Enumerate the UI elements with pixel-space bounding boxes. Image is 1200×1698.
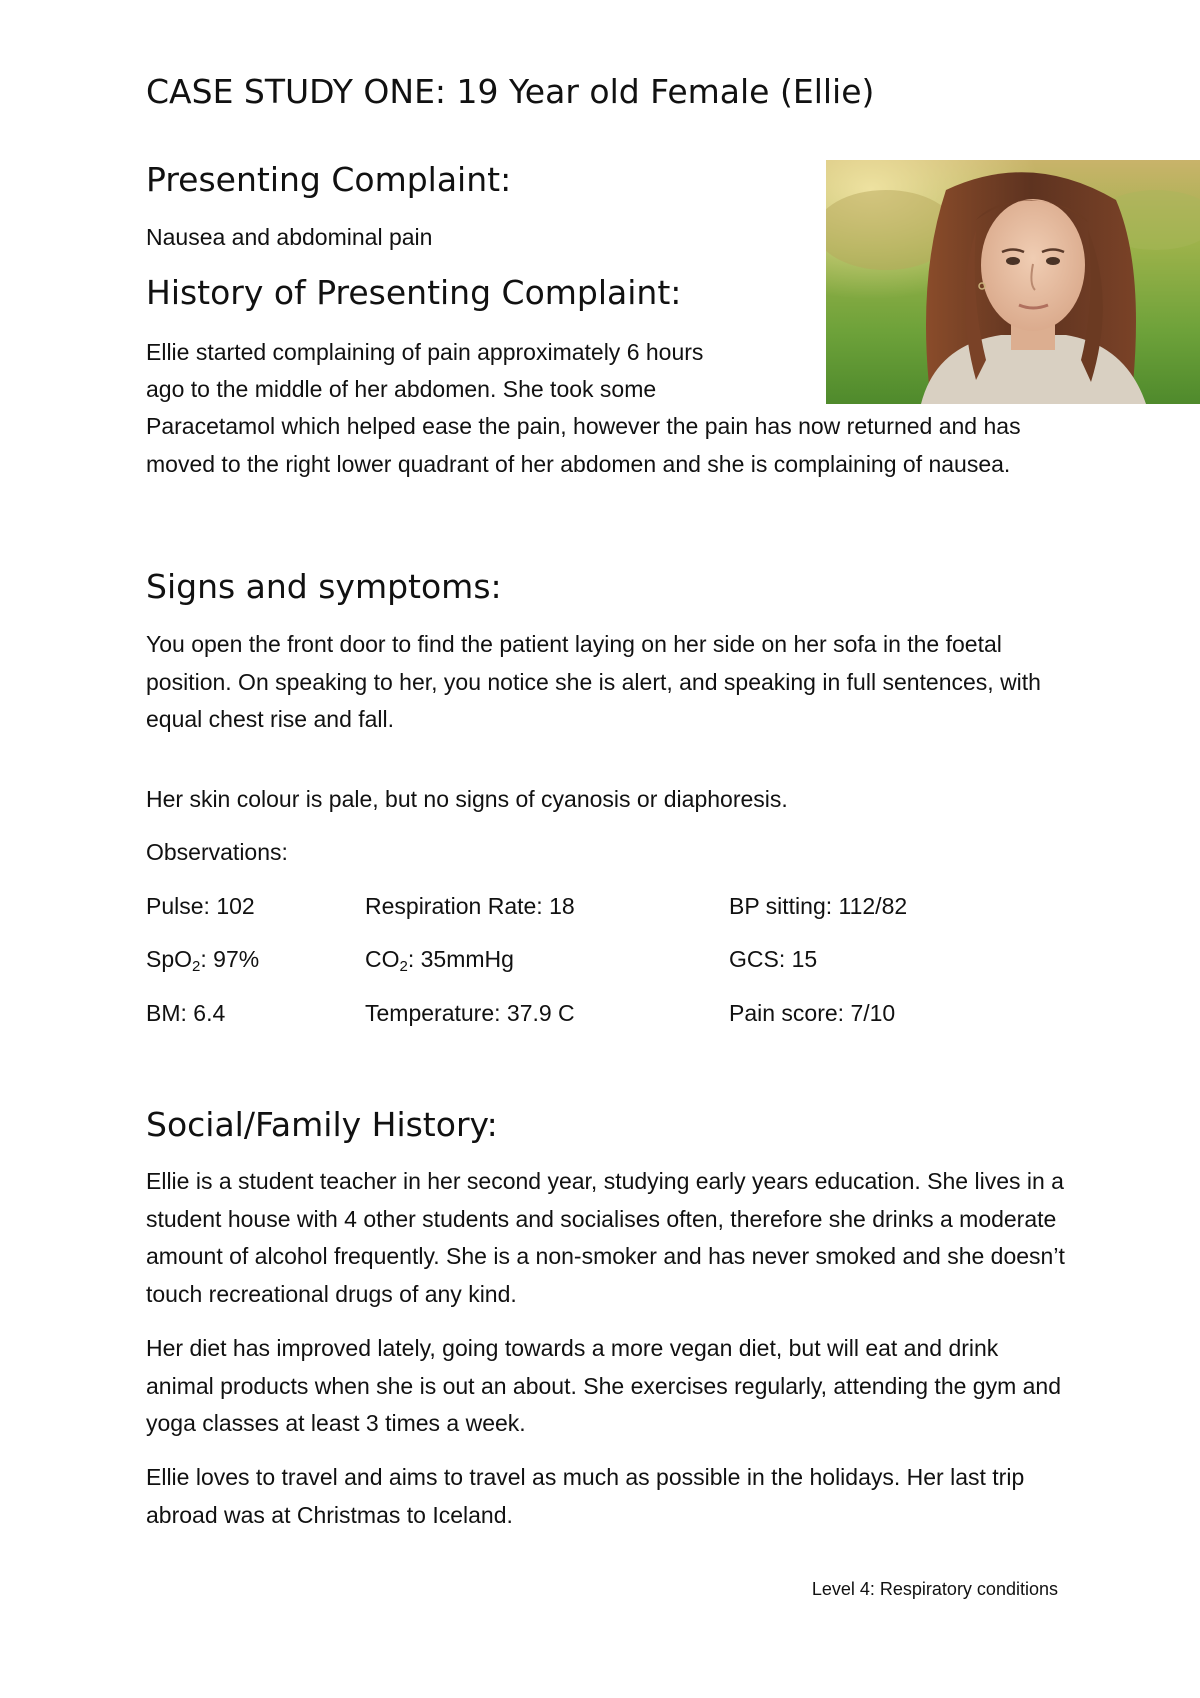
presenting-complaint-heading: Presenting Complaint: (146, 160, 512, 199)
patient-photo (826, 160, 1200, 404)
signs-paragraph-2: Her skin colour is pale, but no signs of cyanosis or diaphoresis. (146, 786, 788, 812)
obs-pain-score: Pain score: 7/10 (729, 1000, 896, 1026)
obs-gcs: GCS: 15 (729, 946, 818, 972)
signs-paragraph-1: You open the front door to find the patient laying on her side on her sofa in the foetal position. On speaking to her, you notice she is alert, and speaking in full sentences, with equal chest rise and fall. (146, 631, 1041, 732)
obs-spo2-prefix: SpO (146, 946, 193, 972)
observations-label: Observations: (146, 839, 288, 865)
obs-spo2-subscript: 2 (192, 958, 201, 975)
signs-symptoms-heading: Signs and symptoms: (146, 567, 502, 606)
social-family-heading: Social/Family History: (146, 1105, 498, 1144)
obs-respiration-rate: Respiration Rate: 18 (365, 893, 575, 919)
social-paragraph-1: Ellie is a student teacher in her second year, studying early years education. She lives in a student house with 4 other students and socialises often, therefore she drinks a moderate amount of alcohol frequently. She is a non-smoker and has never smoked and she doesn’t touch recreational drugs of any kind. (146, 1168, 1065, 1307)
obs-bp-sitting: BP sitting: 112/82 (729, 893, 908, 919)
obs-co2-value: : 35mmHg (407, 946, 514, 972)
obs-pulse: Pulse: 102 (146, 893, 255, 919)
presenting-complaint-text: Nausea and abdominal pain (146, 224, 433, 250)
social-paragraph-3: Ellie loves to travel and aims to travel as much as possible in the holidays. Her last trip abroad was at Christmas to Iceland. (146, 1464, 1025, 1528)
history-heading: History of Presenting Complaint: (146, 273, 682, 312)
case-study-title: CASE STUDY ONE: 19 Year old Female (Ellie) (146, 72, 875, 111)
obs-spo2 (146, 940, 259, 978)
obs-temperature: Temperature: 37.9 C (365, 1000, 575, 1026)
obs-co2 (365, 940, 514, 978)
obs-co2-subscript: 2 (399, 958, 408, 975)
obs-spo2-value: : 97% (200, 946, 260, 972)
history-line-1: Ellie started complaining of pain approximately 6 hours (146, 339, 704, 365)
obs-co2-prefix: CO (365, 946, 400, 972)
page-footer: Level 4: Respiratory conditions (811, 1579, 1058, 1599)
social-paragraph-2: Her diet has improved lately, going towards a more vegan diet, but will eat and drink animal products when she is out an about. She exercises regularly, attending the gym and yoga classes at least 3 times a week. (146, 1335, 1062, 1436)
history-line-2: ago to the middle of her abdomen. She took some (146, 376, 657, 402)
obs-bm: BM: 6.4 (146, 1000, 226, 1026)
history-text-rest: Paracetamol which helped ease the pain, however the pain has now returned and has moved to the right lower quadrant of her abdomen and she is complaining of nausea. (146, 413, 1021, 477)
